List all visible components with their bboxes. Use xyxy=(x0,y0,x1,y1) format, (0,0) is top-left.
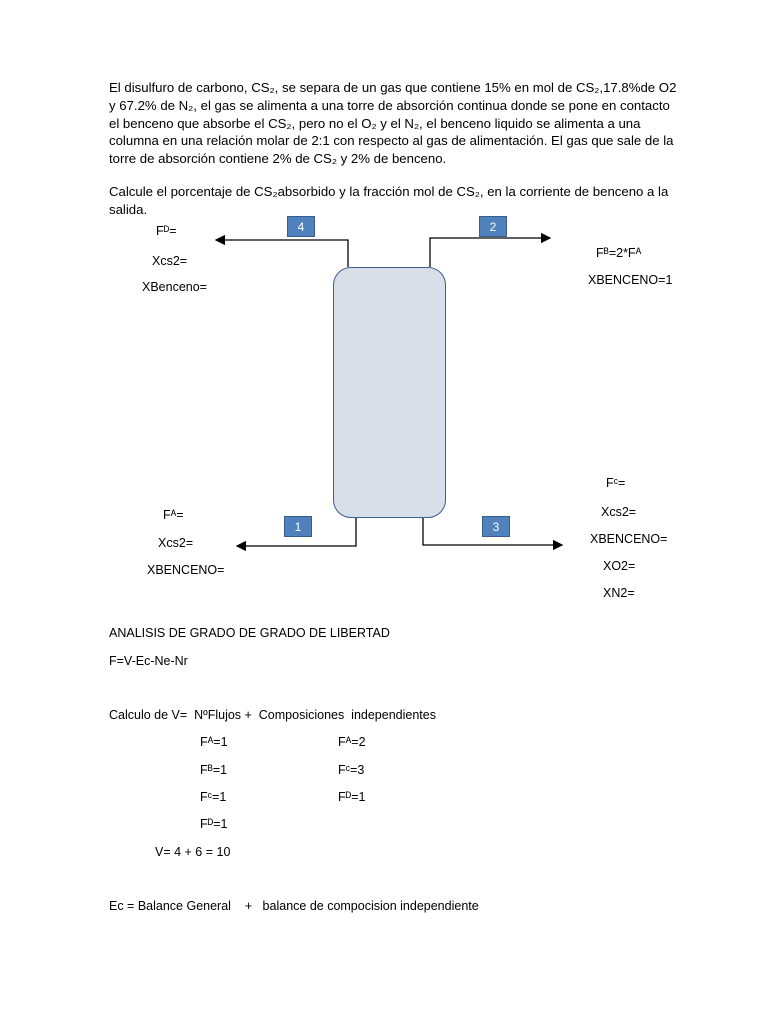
v-result: V= 4 + 6 = 10 xyxy=(155,845,231,859)
problem-line-1: El disulfuro de carbono, CS₂, se separa de un gas que contiene 15% en mol de CS₂,17.8%de O2 xyxy=(109,80,677,95)
problem-line-3: el benceno que absorbe el CS₂, pero no el O₂ y el N₂, el benceno liquido se alimenta a una xyxy=(109,115,641,131)
stream-d-xcs2: Xcs2= xyxy=(152,254,188,268)
comp-c: Fᶜ=3 xyxy=(338,763,365,777)
absorption-tower xyxy=(333,267,446,518)
stream-b-xbenceno: XBENCENO=1 xyxy=(588,273,673,287)
stream-2-line xyxy=(430,238,550,267)
stream-c-xcs2: Xcs2= xyxy=(601,505,637,519)
comp-d: Fᴰ=1 xyxy=(338,790,366,804)
ec-line: Ec = Balance General + balance de compocision independiente xyxy=(109,899,479,913)
stream-4-badge: 4 xyxy=(287,216,315,237)
stream-a-xbenceno: XBENCENO= xyxy=(147,563,225,577)
question-line-1: Calcule el porcentaje de CS₂absorbido y la fracción mol de CS₂, en la corriente de benceno a la xyxy=(109,184,669,199)
question-line-2: salida. xyxy=(109,201,148,217)
stream-a-xcs2: Xcs2= xyxy=(158,536,194,550)
problem-line-2: y 67.2% de N₂, el gas se alimenta a una torre de absorción continua donde se pone en contacto xyxy=(109,97,670,113)
stream-c-xbenceno: XBENCENO= xyxy=(590,532,668,546)
stream-1-badge: 1 xyxy=(284,516,312,537)
problem-line-5: torre de absorción contiene 2% de CS₂ y 2% de benceno. xyxy=(109,151,447,167)
stream-3-badge: 3 xyxy=(482,516,510,537)
flows-d: Fᴰ=1 xyxy=(200,817,228,831)
stream-c-xn2: XN2= xyxy=(603,586,635,600)
flows-a: Fᴬ=1 xyxy=(200,735,228,749)
stream-d-xbenceno: XBenceno= xyxy=(142,280,207,294)
analysis-heading: ANALISIS DE GRADO DE GRADO DE LIBERTAD xyxy=(109,626,390,640)
stream-b-flow: Fᴮ=2*Fᴬ xyxy=(596,246,642,260)
flows-c: Fᶜ=1 xyxy=(200,790,227,804)
stream-c-flow: Fᶜ= xyxy=(606,476,626,490)
problem-line-4: columna en una relación molar de 2:1 con respecto al gas de alimentación. El gas que sale de la xyxy=(109,133,674,149)
stream-2-badge: 2 xyxy=(479,216,507,237)
stream-4-line xyxy=(216,240,348,267)
dof-formula: F=V-Ec-Ne-Nr xyxy=(109,654,188,668)
stream-a-flow: Fᴬ= xyxy=(163,508,184,522)
calc-v-title: Calculo de V= NºFlujos + Composiciones independientes xyxy=(109,708,436,722)
stream-d-flow: Fᴰ= xyxy=(156,224,177,238)
stream-c-xo2: XO2= xyxy=(603,559,636,573)
comp-a: Fᴬ=2 xyxy=(338,735,366,749)
flows-b: Fᴮ=1 xyxy=(200,763,228,777)
